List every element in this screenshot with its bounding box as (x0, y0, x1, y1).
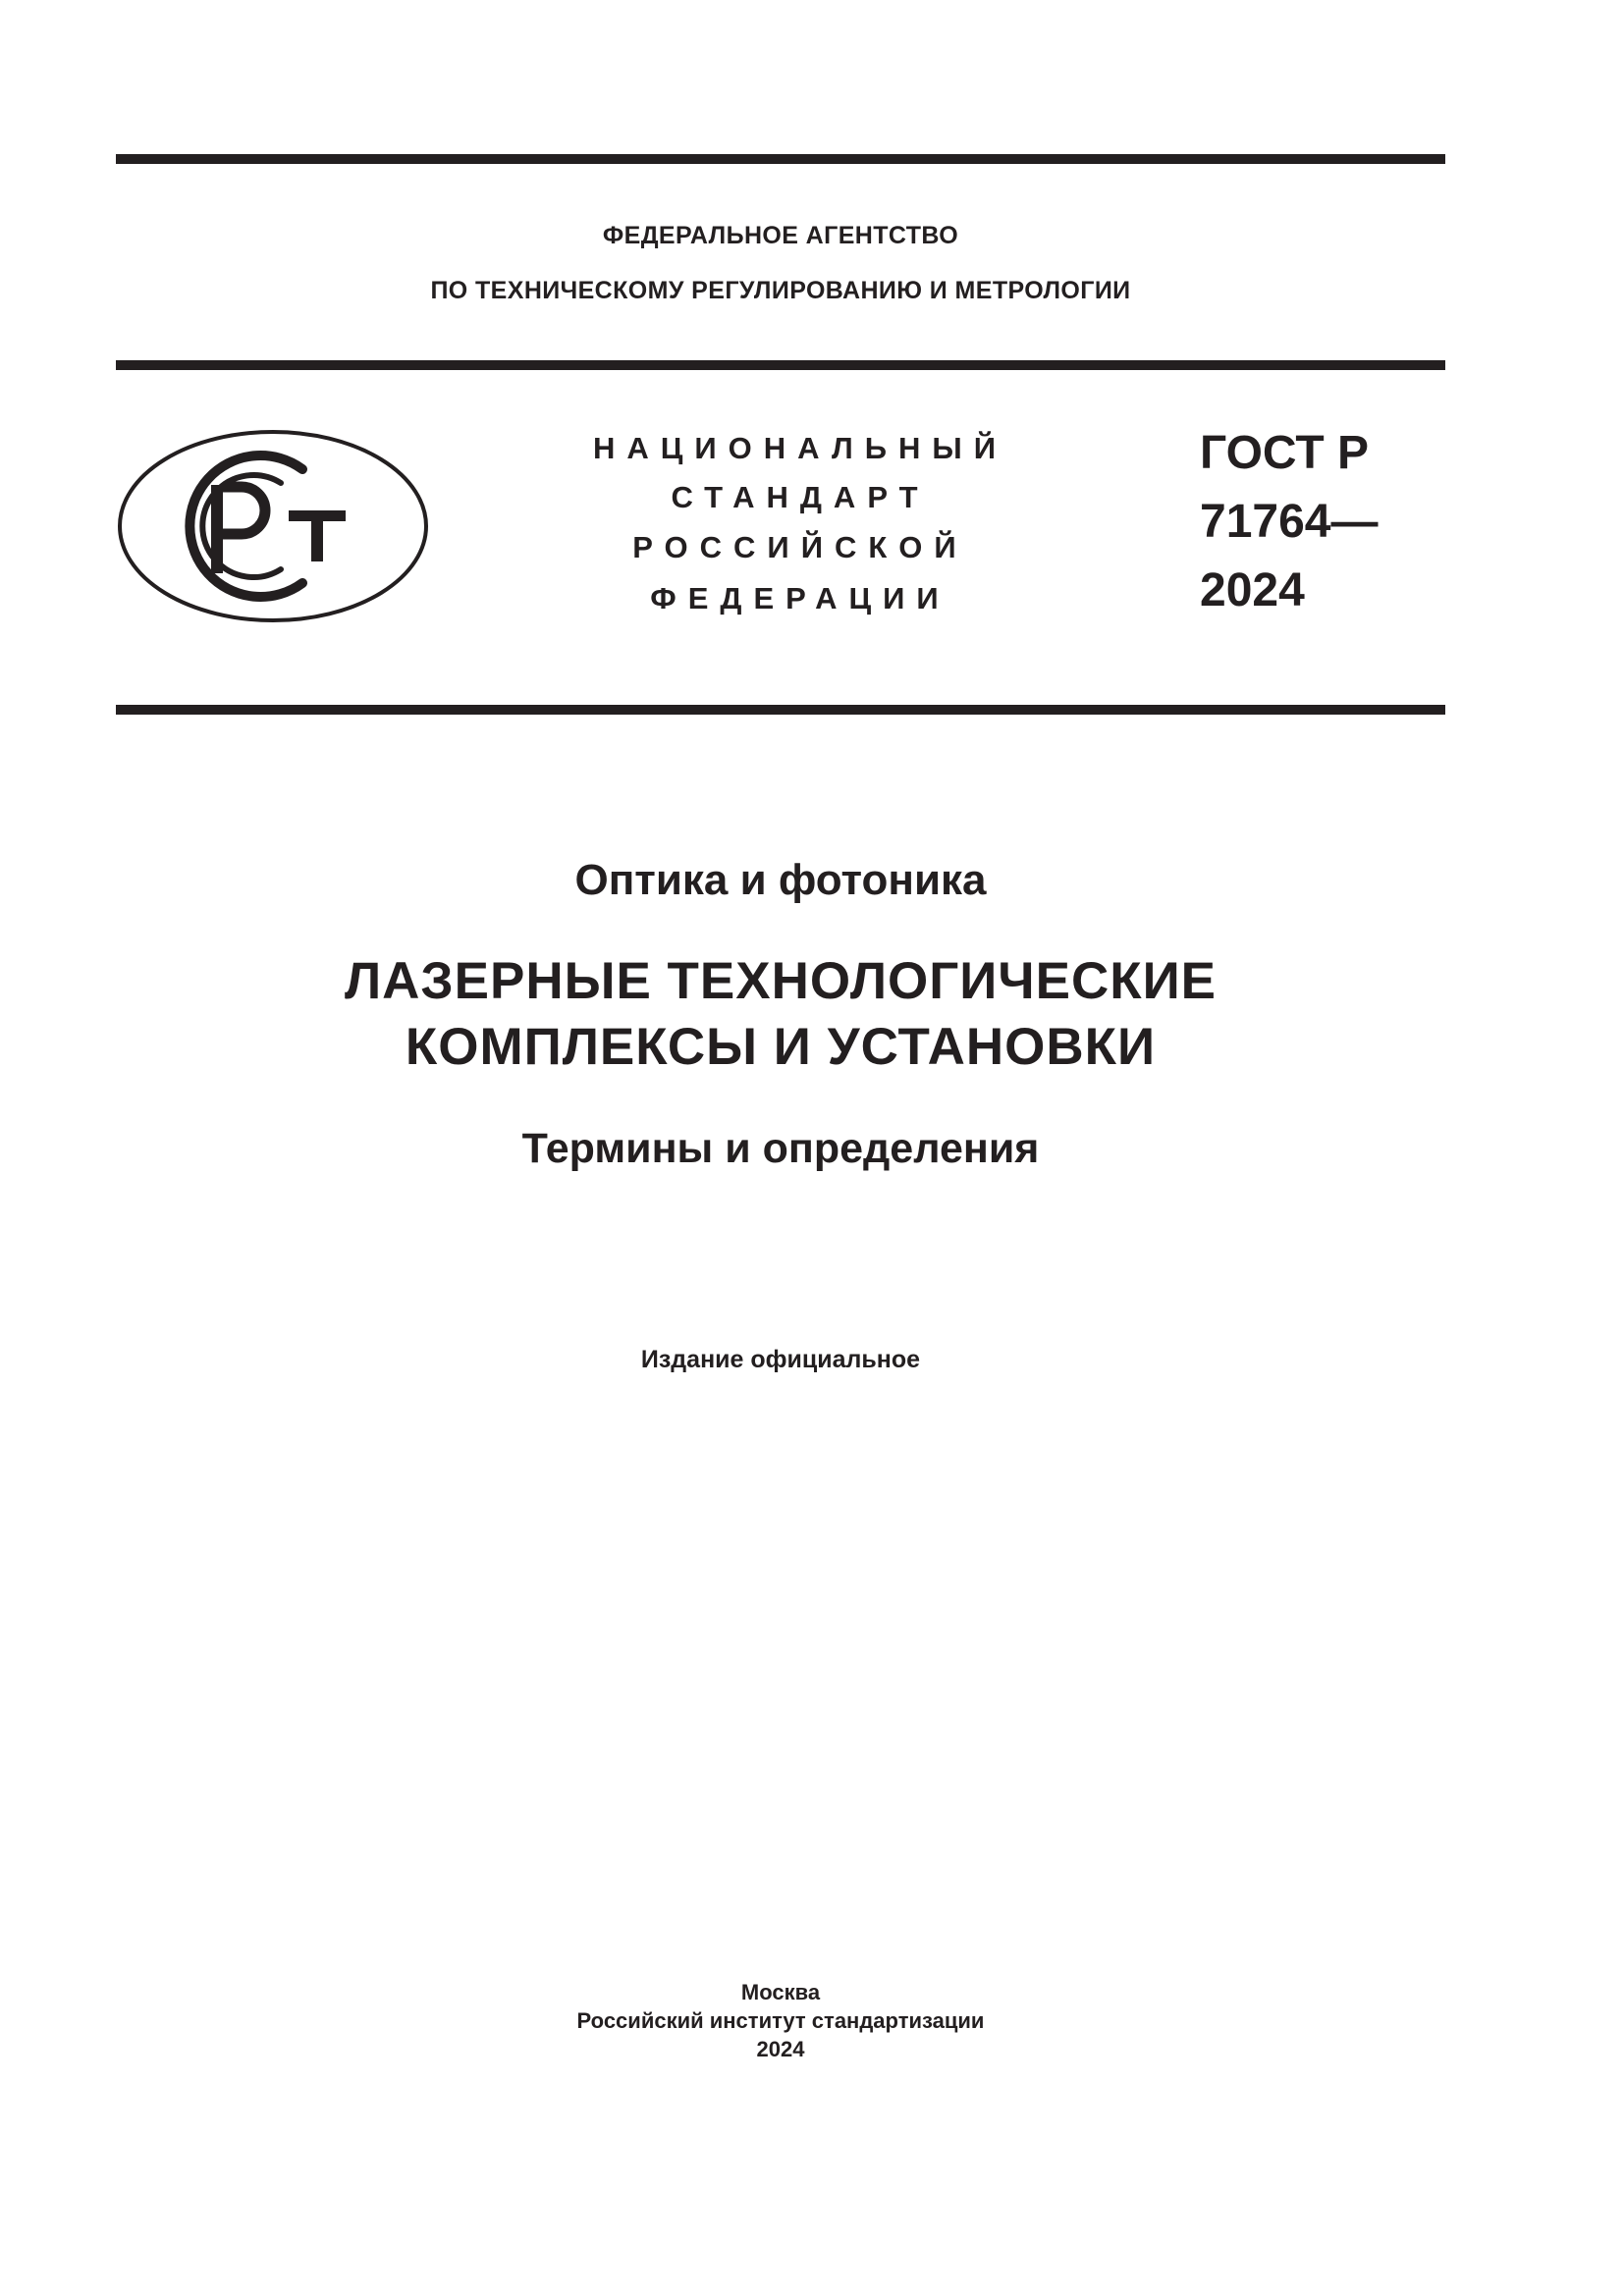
designation-line3: 2024 (1200, 564, 1305, 616)
section-rule (116, 705, 1445, 715)
designation-line1: ГОСТ Р (1200, 427, 1370, 479)
top-rule (116, 154, 1445, 164)
standard-type-line3: РОССИЙСКОЙ (632, 530, 968, 564)
designation-line2: 71764— (1200, 496, 1379, 548)
standard-type-line4: ФЕДЕРАЦИИ (650, 581, 950, 615)
document-title-line1: ЛАЗЕРНЫЕ ТЕХНОЛОГИЧЕСКИЕ (344, 952, 1218, 1010)
agency-name-line1: ФЕДЕРАЛЬНОЕ АГЕНТСТВО (602, 222, 959, 249)
imprint-year: 2024 (756, 2037, 805, 2061)
standard-type-line2: СТАНДАРТ (671, 480, 930, 514)
rst-certification-mark-icon (116, 428, 430, 624)
header-rule (116, 360, 1445, 370)
standard-type-line1: НАЦИОНАЛЬНЫЙ (592, 431, 1008, 465)
agency-name-line2: ПО ТЕХНИЧЕСКОМУ РЕГУЛИРОВАНИЮ И МЕТРОЛОГИИ (430, 277, 1131, 304)
document-title-line2: КОМПЛЕКСЫ И УСТАНОВКИ (405, 1018, 1157, 1076)
imprint-city: Москва (740, 1980, 821, 2004)
imprint-publisher: Российский институт стандартизации (576, 2008, 985, 2033)
edition-label: Издание официальное (640, 1346, 921, 1373)
document-subtitle: Оптика и фотоника (574, 856, 987, 904)
document-subtitle2: Термины и определения (521, 1125, 1040, 1172)
